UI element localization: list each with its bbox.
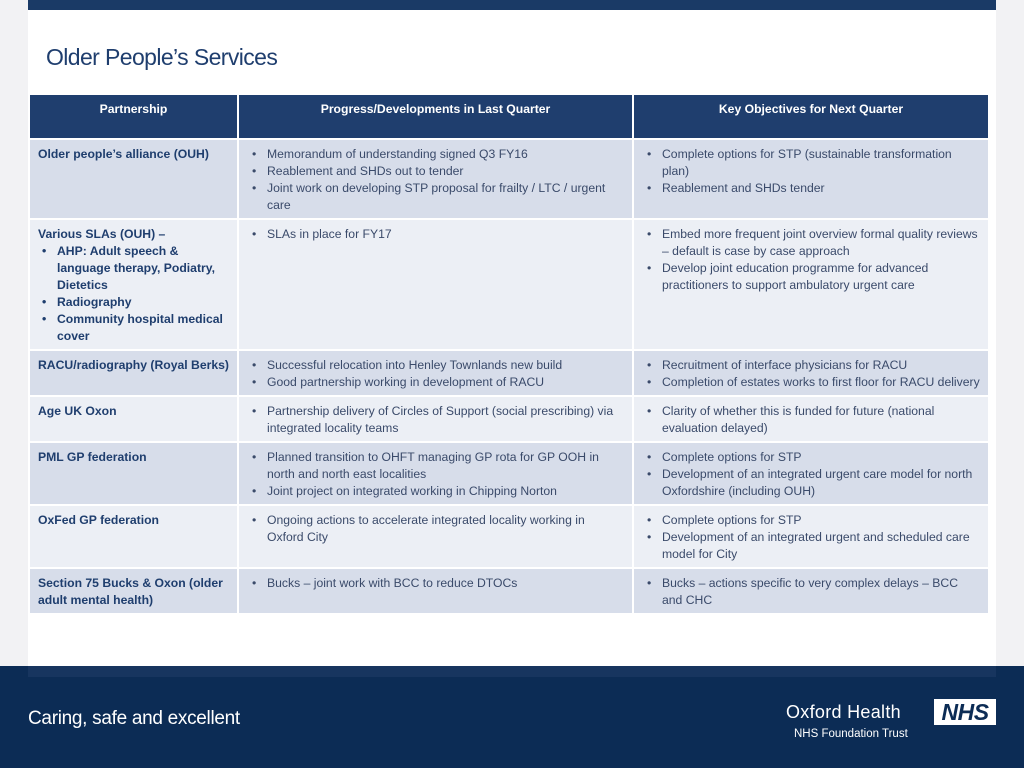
list-item: • Planned transition to OHFT managing GP rota for GP OOH in north and north east localities — [267, 449, 624, 483]
partnership-name: Section 75 Bucks & Oxon (older adult mental health) — [38, 576, 223, 607]
list-item: • SLAs in place for FY17 — [267, 226, 624, 243]
progress-cell — [239, 351, 632, 395]
progress-list — [247, 146, 624, 214]
partnership-name: Various SLAs (OUH) – — [38, 227, 166, 241]
table-row — [30, 220, 988, 349]
list-item: • Development of an integrated urgent and scheduled care model for City — [662, 529, 980, 563]
objectives-cell — [634, 351, 988, 395]
partnership-name: Age UK Oxon — [38, 404, 117, 418]
objectives-cell — [634, 140, 988, 218]
progress-cell — [239, 140, 632, 218]
progress-cell — [239, 397, 632, 441]
progress-list — [247, 512, 624, 546]
progress-cell — [239, 569, 632, 613]
list-item: • AHP: Adult speech & language therapy, Podiatry, Dietetics — [57, 243, 229, 294]
progress-cell — [239, 506, 632, 567]
partnership-cell — [30, 569, 237, 613]
list-item: • Bucks – actions specific to very complex delays – BCC and CHC — [662, 575, 980, 609]
org-name: Oxford Health — [786, 702, 901, 722]
objectives-list — [642, 575, 980, 609]
partnership-table — [28, 93, 990, 615]
list-item: • Partnership delivery of Circles of Support (social prescribing) via integrated locality teams — [267, 403, 624, 437]
progress-list — [247, 226, 624, 243]
partnership-cell — [30, 506, 237, 567]
progress-cell — [239, 443, 632, 504]
objectives-list — [642, 357, 980, 391]
partnership-cell — [30, 351, 237, 395]
table-row — [30, 506, 988, 567]
table-row — [30, 351, 988, 395]
partnership-sublist — [38, 243, 229, 345]
progress-list — [247, 403, 624, 437]
list-item: • Clarity of whether this is funded for future (national evaluation delayed) — [662, 403, 980, 437]
table-body — [30, 140, 988, 613]
progress-list — [247, 449, 624, 500]
table-row — [30, 569, 988, 613]
header-objectives: Key Objectives for Next Quarter — [634, 95, 988, 138]
list-item: • Successful relocation into Henley Townlands new build — [267, 357, 624, 374]
objectives-cell — [634, 397, 988, 441]
objectives-cell — [634, 569, 988, 613]
objectives-cell — [634, 220, 988, 349]
partnership-name: OxFed GP federation — [38, 513, 159, 527]
nhs-logo: NHS — [934, 699, 996, 725]
progress-list — [247, 575, 624, 592]
list-item: • Development of an integrated urgent care model for north Oxfordshire (including OUH) — [662, 466, 980, 500]
footer-tagline: Caring, safe and excellent — [28, 708, 240, 729]
list-item: • Radiography — [57, 294, 229, 311]
partnership-cell — [30, 140, 237, 218]
partnership-cell — [30, 220, 237, 349]
top-accent-bar — [28, 0, 996, 10]
objectives-list — [642, 449, 980, 500]
table-header-row — [30, 95, 988, 138]
objectives-cell — [634, 443, 988, 504]
list-item: • Complete options for STP — [662, 449, 980, 466]
org-subtitle: NHS Foundation Trust — [794, 728, 908, 740]
list-item: • Ongoing actions to accelerate integrated locality working in Oxford City — [267, 512, 624, 546]
list-item: • Bucks – joint work with BCC to reduce DTOCs — [267, 575, 624, 592]
list-item: • Reablement and SHDs tender — [662, 180, 980, 197]
top-band — [0, 0, 1024, 10]
partnership-name: Older people’s alliance (OUH) — [38, 147, 209, 161]
objectives-cell — [634, 506, 988, 567]
footer-stripe — [28, 666, 996, 677]
list-item: • Recruitment of interface physicians for RACU — [662, 357, 980, 374]
objectives-list — [642, 146, 980, 197]
list-item: • Develop joint education programme for advanced practitioners to support ambulatory urgent care — [662, 260, 980, 294]
list-item: • Joint work on developing STP proposal for frailty / LTC / urgent care — [267, 180, 624, 214]
list-item: • Good partnership working in development of RACU — [267, 374, 624, 391]
partnership-name: RACU/radiography (Royal Berks) — [38, 358, 229, 372]
objectives-list — [642, 226, 980, 294]
header-progress: Progress/Developments in Last Quarter — [239, 95, 632, 138]
list-item: • Complete options for STP (sustainable transformation plan) — [662, 146, 980, 180]
header-partnership: Partnership — [30, 95, 237, 138]
progress-list — [247, 357, 624, 391]
list-item: • Complete options for STP — [662, 512, 980, 529]
table-row — [30, 140, 988, 218]
partnership-name: PML GP federation — [38, 450, 147, 464]
progress-cell — [239, 220, 632, 349]
partnership-cell — [30, 443, 237, 504]
page-title: Older People’s Services — [46, 44, 278, 70]
table-row — [30, 397, 988, 441]
list-item: • Joint project on integrated working in Chipping Norton — [267, 483, 624, 500]
list-item: • Community hospital medical cover — [57, 311, 229, 345]
list-item: • Completion of estates works to first floor for RACU delivery — [662, 374, 980, 391]
list-item: • Embed more frequent joint overview formal quality reviews – default is case by case approach — [662, 226, 980, 260]
partnership-cell — [30, 397, 237, 441]
list-item: • Memorandum of understanding signed Q3 FY16 — [267, 146, 624, 163]
objectives-list — [642, 512, 980, 563]
list-item: • Reablement and SHDs out to tender — [267, 163, 624, 180]
table-row — [30, 443, 988, 504]
objectives-list — [642, 403, 980, 437]
